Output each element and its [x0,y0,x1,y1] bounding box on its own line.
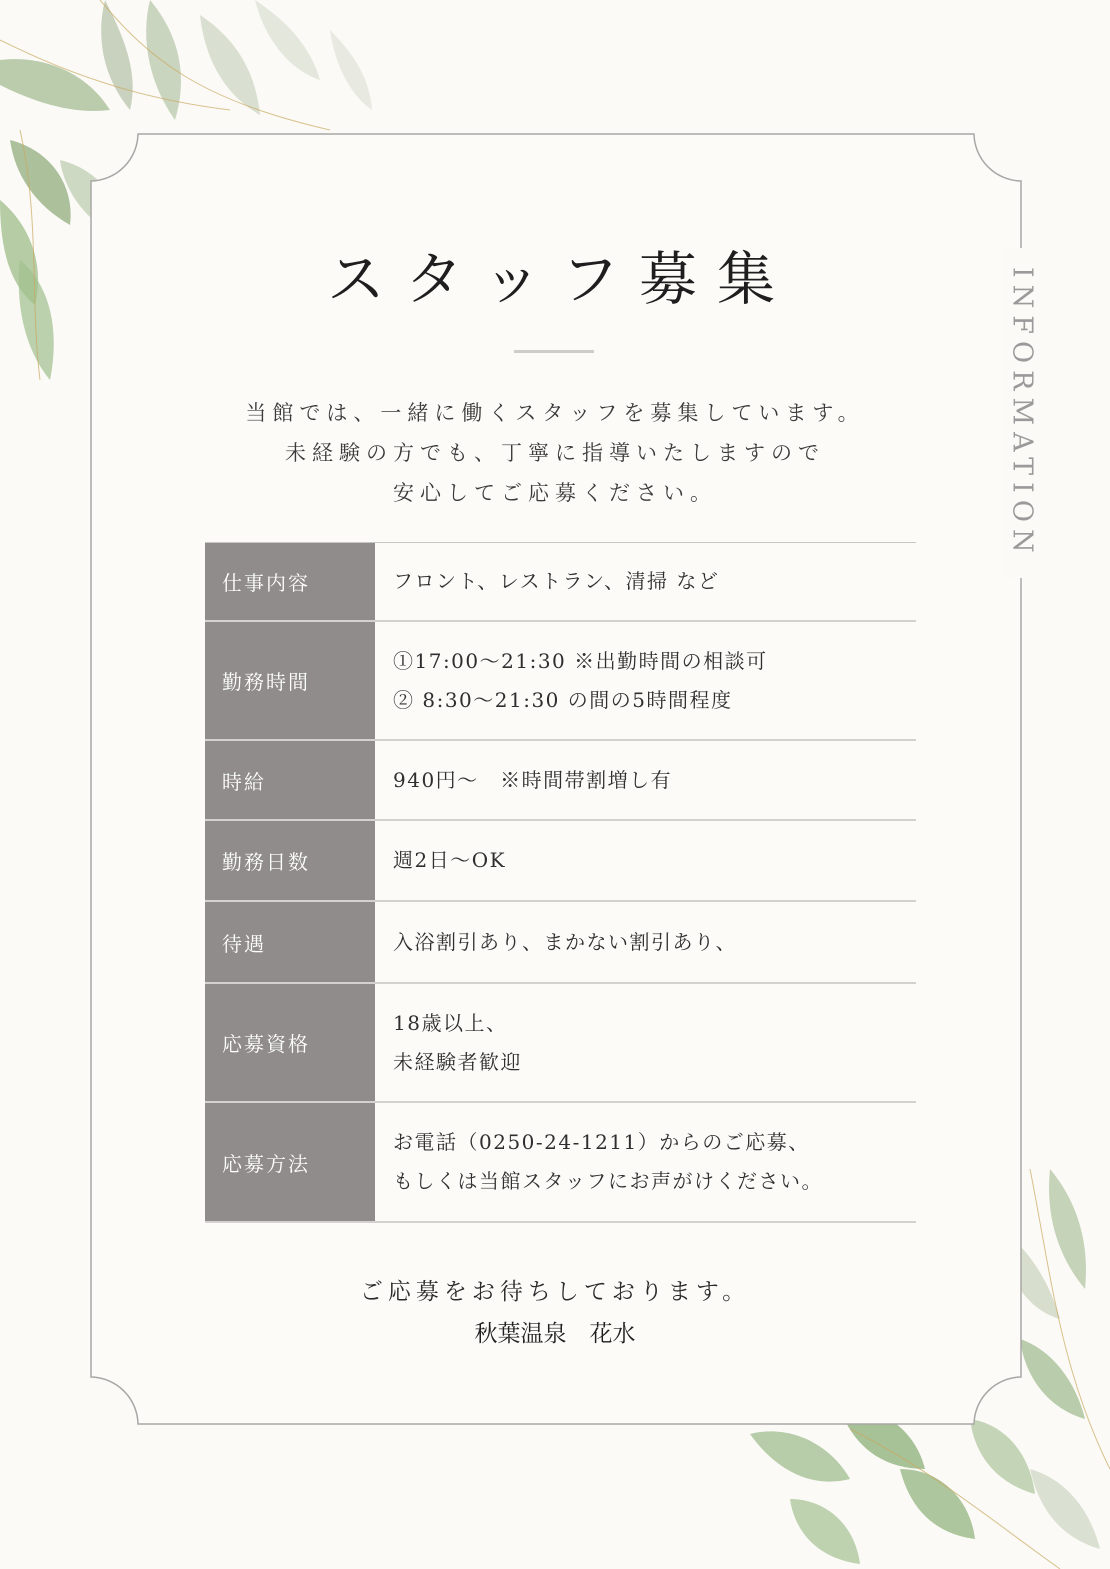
page-title: スタッフ募集 [326,245,795,313]
row-value-line: もしくは当館スタッフにお声がけください。 [393,1169,823,1193]
side-label-text: INFORMATION [1006,266,1038,560]
row-value-line: フロント、レストラン、清掃 など [393,569,720,593]
table-row-working-hours [205,622,916,741]
table-row-job-description [205,543,916,622]
row-value-line: 940円～ ※時間帯割増し有 [393,767,673,792]
row-value [375,821,916,900]
table-row-qualifications [205,984,916,1103]
row-label: 勤務日数 [205,821,375,900]
table-row-benefits [205,902,916,984]
row-value [375,984,916,1101]
row-value-line: 入浴割引あり、まかない割引あり、 [393,929,737,954]
table-row-work-days [205,821,916,902]
row-value [375,622,916,739]
table-row-hourly-wage [205,741,916,821]
row-value-line: 週2日～OK [393,848,507,872]
intro-line: 当館では、一緒に働くスタッフを募集しています。 [245,401,865,425]
row-label: 応募方法 [205,1103,375,1221]
row-label: 時給 [205,741,375,819]
intro-text [0,393,1110,513]
row-label: 仕事内容 [205,543,375,620]
closing-message: ご応募をお待ちしております。 [359,1279,751,1305]
row-value [375,741,916,819]
row-value [375,543,916,620]
row-value-line: ② 8:30～21:30 の間の5時間程度 [393,687,733,712]
table-row-how-to-apply [205,1103,916,1223]
job-info-table [205,542,916,1223]
row-label: 待遇 [205,902,375,982]
organization-name: 秋葉温泉 花水 [474,1321,636,1347]
intro-line: 未経験の方でも、丁寧に指導いたしますので [285,441,825,465]
row-label: 応募資格 [205,984,375,1101]
row-label: 勤務時間 [205,622,375,739]
row-value-line: ①17:00～21:30 ※出勤時間の相談可 [393,648,768,673]
title-divider [514,350,594,353]
row-value-line: 18歳以上、 [393,1010,508,1035]
row-value [375,902,916,982]
row-value [375,1103,916,1221]
row-value-line: お電話（0250-24-1211）からのご応募、 [393,1130,810,1154]
intro-line: 安心してご応募ください。 [393,481,717,505]
row-value-line: 未経験者歓迎 [393,1049,522,1074]
